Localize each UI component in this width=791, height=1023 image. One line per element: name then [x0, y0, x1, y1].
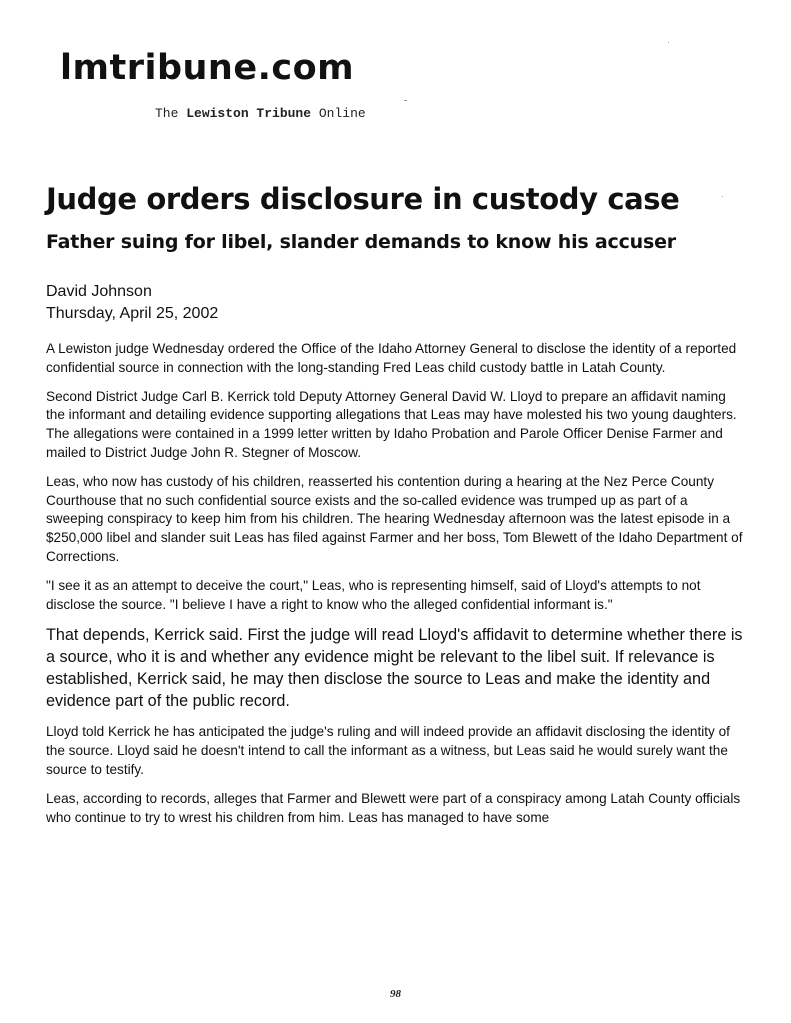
- paragraph: That depends, Kerrick said. First the judge will read Lloyd's affidavit to determine whether there is a source, who it is and whether any evidence might be relevant to the libel suit. If relevance is established, Kerrick said, he may then disclose the source to Leas and make the identity and evidence part of the public record.: [46, 626, 743, 711]
- paragraph: Second District Judge Carl B. Kerrick told Deputy Attorney General David W. Lloyd to prepare an affidavit naming the informant and detailing evidence supporting allegations that Leas may have molested his two young daughters. The allegations were contained in a 1999 letter written by Idaho Probation and Parole Officer Denise Farmer and mailed to District Judge John R. Stegner of Moscow.: [46, 388, 737, 460]
- scan-speck: [722, 196, 723, 197]
- paragraph: Leas, who now has custody of his children, reasserted his contention during a hearing at the Nez Perce County Courthouse that no such confidential source exists and the so-called evidence was trumped up as part of a sweeping conspiracy to keep him from his children. The hearing Wednesday afternoon was the latest episode in a $250,000 libel and slander suit Leas has filed against Farmer and her boss, Tom Blewett of the Idaho Department of Corrections.: [46, 473, 743, 564]
- tagline-suffix: Online: [318, 106, 366, 121]
- article-subheadline: Father suing for libel, slander demands to know his accuser: [46, 231, 676, 253]
- tagline-prefix: The: [155, 106, 179, 121]
- paragraph: Lloyd told Kerrick he has anticipated the judge's ruling and will indeed provide an affidavit disclosing the identity of the source. Lloyd said he doesn't intend to call the informant as a witness, but Leas said he would surely want the source to testify.: [46, 724, 730, 777]
- byline: [46, 281, 218, 325]
- tagline-publication: Lewiston Tribune: [186, 106, 312, 121]
- author: David Johnson: [46, 283, 152, 300]
- paragraph: "I see it as an attempt to deceive the court," Leas, who is representing himself, said of Lloyd's attempts to not disclose the source. "I believe I have a right to know who the alleged confidential informant is.": [46, 577, 701, 612]
- scan-speck: [404, 100, 407, 101]
- site-tagline: [155, 106, 366, 121]
- article-headline: Judge orders disclosure in custody case: [46, 182, 680, 216]
- publish-date: Thursday, April 25, 2002: [46, 305, 219, 322]
- site-logo: lmtribune.com: [60, 48, 355, 88]
- article-body: [46, 340, 746, 837]
- page-number: 98: [390, 988, 401, 1000]
- paragraph: Leas, according to records, alleges that Farmer and Blewett were part of a conspiracy among Latah County officials who continue to try to wrest his children from him. Leas has managed to have some: [46, 790, 741, 825]
- scan-speck: [668, 42, 669, 43]
- paragraph: A Lewiston judge Wednesday ordered the Office of the Idaho Attorney General to disclose the identity of a reported confidential source in connection with the long-standing Fred Leas child custody battle in Latah County.: [46, 341, 737, 375]
